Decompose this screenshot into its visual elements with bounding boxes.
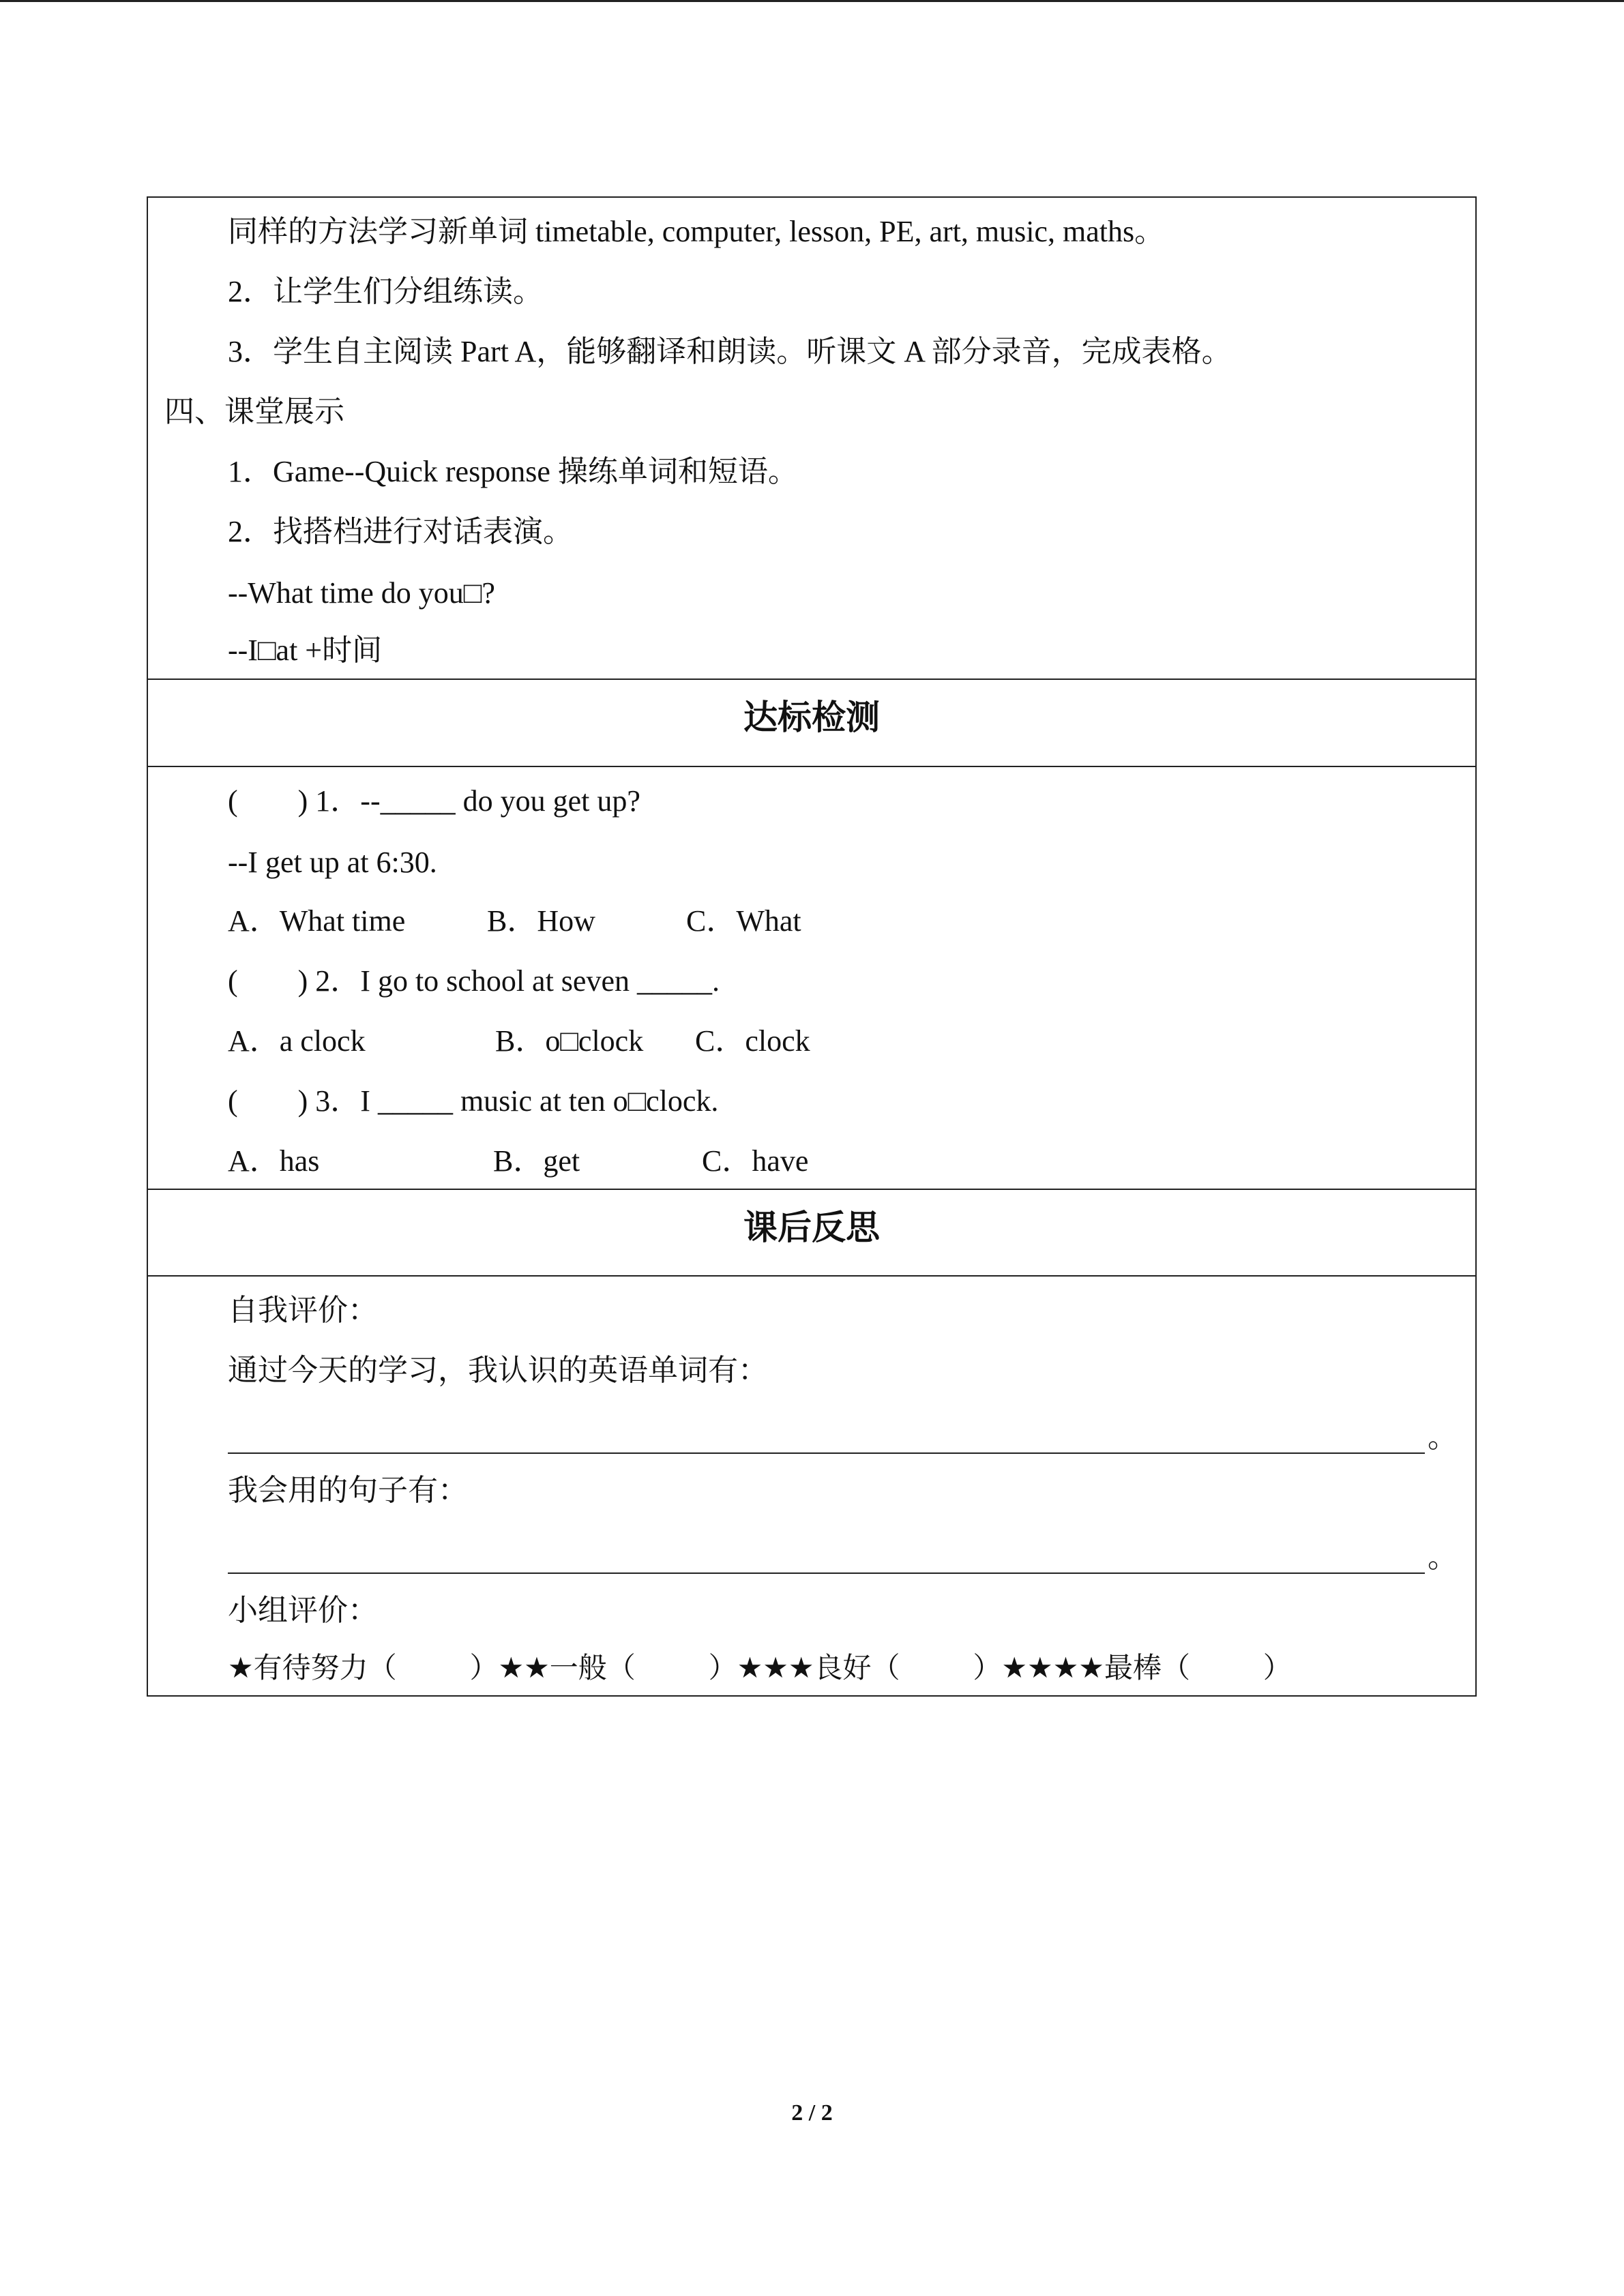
question-3-stem: ( ) 3．I _____ music at ten o□clock.: [228, 1084, 719, 1118]
section-title-classroom-show: 四、课堂展示: [164, 395, 344, 428]
reflection-content: [148, 1277, 1475, 1699]
sentences-blank-end-mark: 。: [1428, 1540, 1458, 1575]
question-3-option-c: C．have: [702, 1144, 809, 1178]
words-blank-end-mark: 。: [1428, 1420, 1458, 1455]
sentences-prompt: 我会用的句子有：: [228, 1474, 468, 1507]
dialogue-line-1: --What time do you□?: [228, 576, 495, 610]
activity-line-6: 2．找搭档进行对话表演。: [228, 515, 573, 548]
question-1-answer: --I get up at 6:30.: [228, 846, 437, 879]
question-2-stem: ( ) 2．I go to school at seven _____.: [228, 964, 720, 998]
top-border-rule: [0, 0, 1624, 2]
page-number: 2 / 2: [791, 2100, 833, 2126]
question-2-option-b: B．o□clock: [495, 1024, 644, 1058]
question-3-option-b: B．get: [493, 1144, 580, 1178]
reflection-section-heading: 课后反思: [743, 1208, 880, 1247]
question-1-option-a: A．What time: [228, 904, 406, 938]
activity-line-5: 1．Game--Quick response 操练单词和短语。: [228, 455, 798, 488]
question-2-option-a: A．a clock: [228, 1024, 366, 1058]
question-1-stem: ( ) 1．--_____ do you get up?: [228, 784, 640, 818]
group-eval-label: 小组评价：: [228, 1594, 378, 1627]
dialogue-line-2: --I□at +时间: [228, 633, 383, 667]
activity-line-2: 2．让学生们分组练读。: [228, 275, 543, 308]
question-1-option-c: C．What: [686, 904, 801, 938]
words-prompt: 通过今天的学习，我认识的英语单词有：: [228, 1354, 768, 1387]
words-answer-blank[interactable]: [228, 1452, 1425, 1454]
question-2-option-c: C．clock: [695, 1024, 810, 1058]
sentences-answer-blank[interactable]: [228, 1572, 1425, 1574]
question-3-option-a: A．has: [228, 1144, 320, 1178]
activity-line-1: 同样的方法学习新单词 timetable, computer, lesson, PE, art, music, maths。: [228, 215, 1165, 248]
divider: [148, 1189, 1475, 1190]
lesson-plan-table: [147, 196, 1477, 1697]
divider: [148, 679, 1475, 680]
activity-section: [148, 198, 1475, 679]
activity-line-3: 3．学生自主阅读 Part A，能够翻译和朗读。听课文 A 部分录音，完成表格。: [228, 335, 1232, 368]
question-1-option-b: B．How: [487, 904, 595, 938]
group-ratings: ★有待努力（ ）★★一般（ ）★★★良好（ ）★★★★最棒（ ）: [228, 1651, 1292, 1684]
check-section-heading: 达标检测: [743, 698, 880, 737]
self-eval-label: 自我评价：: [228, 1294, 378, 1327]
